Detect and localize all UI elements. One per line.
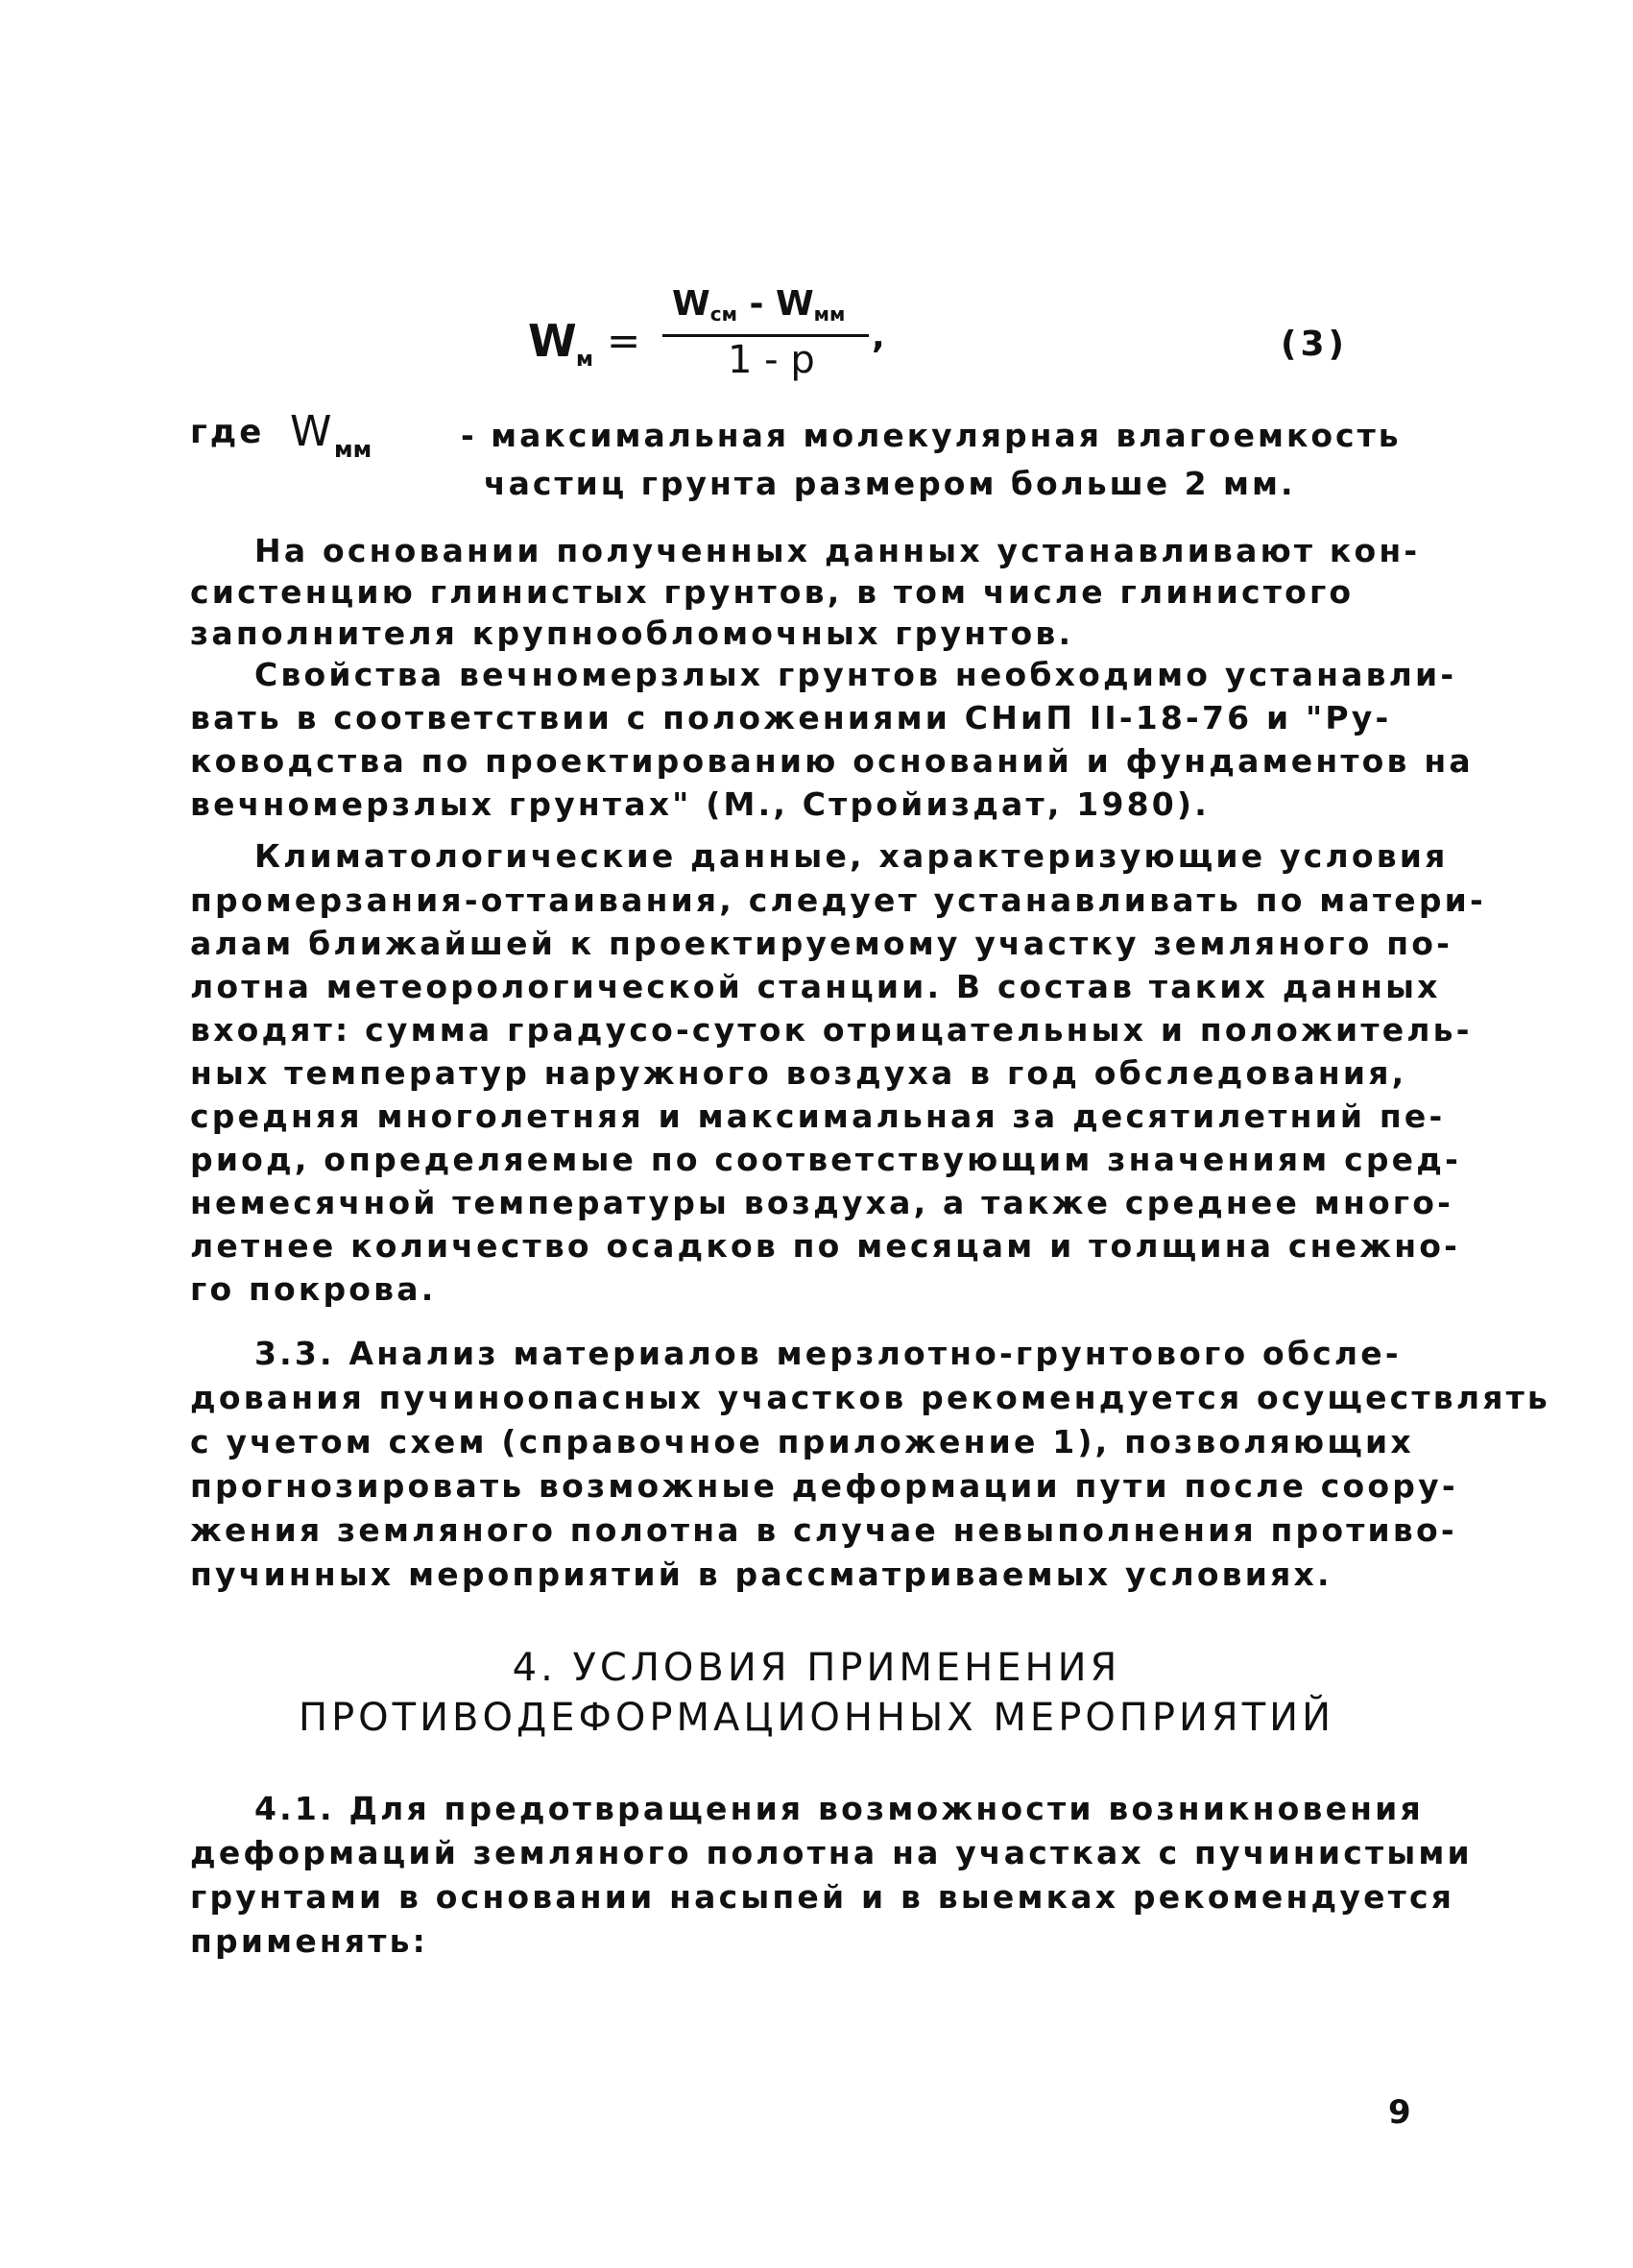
text-line: с учетом схем (справочное приложение 1), позволяющих [190, 1423, 1414, 1460]
formula-numerator [672, 284, 845, 326]
where-definition-line2: частиц грунта размером больше 2 мм. [484, 465, 1296, 502]
numerator-term-a: W [672, 284, 710, 324]
section-heading-line1: 4. УСЛОВИЯ ПРИМЕНЕНИЯ [512, 1646, 1121, 1690]
formula [528, 278, 950, 403]
text-line: го покрова. [190, 1270, 437, 1308]
text-line: деформаций земляного полотна на участках с пучинистыми [190, 1834, 1473, 1871]
text-line: ководства по проектированию оснований и фундаментов на [190, 742, 1474, 780]
text-line: Климатологические данные, характеризующие условия [254, 837, 1449, 875]
text-line: лотна метеорологической станции. В состав таких данных [190, 968, 1441, 1005]
numerator-term-b-subscript: мм [813, 302, 846, 326]
fraction-bar [662, 334, 869, 337]
text-line: 3.3. Анализ материалов мерзлотно-грунтового обсле- [254, 1335, 1402, 1372]
formula-equals: = [607, 317, 641, 364]
numerator-minus: - [736, 284, 776, 324]
text-line: входят: сумма градусо-суток отрицательных и положитель- [190, 1011, 1473, 1049]
where-clause [190, 407, 1438, 513]
text-line: заполнителя крупнообломочных грунтов. [190, 615, 1074, 652]
formula-comma: , [872, 317, 885, 356]
where-symbol-subscript: мм [334, 436, 372, 463]
text-line: На основании полученных данных устанавливают кон- [254, 532, 1421, 569]
formula-lhs-subscript: м [576, 348, 593, 372]
formula-denominator: 1 - p [728, 338, 815, 382]
text-line: прогнозировать возможные деформации пути после соору- [190, 1467, 1458, 1505]
text-line: пучинных мероприятий в рассматриваемых условиях. [190, 1556, 1333, 1593]
text-line: ных температур наружного воздуха в год обследования, [190, 1054, 1407, 1092]
page-number: 9 [1388, 2093, 1411, 2132]
text-line: немесячной температуры воздуха, а также среднее много- [190, 1184, 1454, 1221]
numerator-term-a-subscript: см [709, 302, 737, 326]
text-line: летнее количество осадков по месяцам и толщина снежно- [190, 1227, 1460, 1265]
where-word: где [190, 413, 265, 451]
formula-lhs: W [528, 315, 577, 367]
text-line: риод, определяемые по соответствующим значениям сред- [190, 1141, 1462, 1178]
text-line: жения земляного полотна в случае невыполнения противо- [190, 1511, 1457, 1549]
where-definition-line1: - максимальная молекулярная влагоемкость [461, 417, 1402, 454]
text-line: алам ближайшей к проектируемому участку земляного по- [190, 925, 1453, 962]
text-line: средняя многолетняя и максимальная за десятилетний пе- [190, 1098, 1446, 1135]
where-symbol: W [290, 407, 332, 456]
text-line: грунтами в основании насыпей и в выемках рекомендуется [190, 1878, 1455, 1916]
numerator-term-b: W [775, 284, 814, 324]
text-line: вечномерзлых грунтах" (М., Стройиздат, 1980). [190, 785, 1210, 823]
section-heading-line2: ПРОТИВОДЕФОРМАЦИОННЫХ МЕРОПРИЯТИЙ [298, 1696, 1334, 1740]
text-line: промерзания-оттаивания, следует устанавливать по матери- [190, 881, 1486, 919]
equation-number: (3) [1281, 325, 1348, 364]
text-line: Свойства вечномерзлых грунтов необходимо устанавли- [254, 656, 1457, 693]
text-line: вать в соответствии с положениями СНиП II-18-76 и "Ру- [190, 699, 1392, 736]
text-line: применять: [190, 1922, 429, 1960]
text-line: систенцию глинистых грунтов, в том числе глинистого [190, 573, 1355, 611]
text-line: дования пучиноопасных участков рекомендуется осуществлять [190, 1379, 1550, 1416]
text-line: 4.1. Для предотвращения возможности возникновения [254, 1790, 1424, 1827]
